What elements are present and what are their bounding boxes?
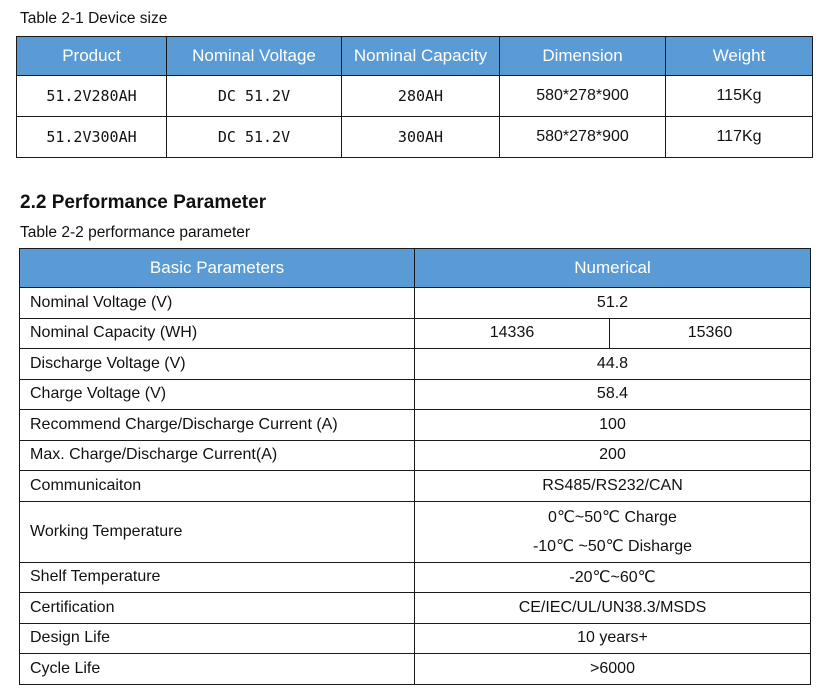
param-value: 200 [415, 440, 811, 471]
param-value-300ah: 15360 [610, 318, 811, 349]
param-value: 51.2 [415, 288, 811, 319]
table-row [20, 410, 811, 441]
table-row [20, 562, 811, 593]
param-value: -20℃~60℃ [415, 562, 811, 593]
param-value: RS485/RS232/CAN [415, 471, 811, 502]
table-row [20, 318, 811, 349]
cell-weight: 115Kg [666, 76, 813, 117]
param-label: Shelf Temperature [20, 562, 415, 593]
table-row [20, 623, 811, 654]
header-dimension: Dimension [500, 37, 666, 76]
header-nominal-capacity: Nominal Capacity [342, 37, 500, 76]
param-label: Nominal Voltage (V) [20, 288, 415, 319]
param-value: 10 years+ [415, 623, 811, 654]
table-row [20, 593, 811, 624]
charge-temperature: 0℃~50℃ Charge [548, 508, 677, 526]
param-label: Max. Charge/Discharge Current(A) [20, 440, 415, 471]
device-size-table [16, 36, 813, 158]
header-product: Product [17, 37, 167, 76]
table-2-1-caption: Table 2-1 Device size [20, 10, 168, 27]
cell-nominal-voltage: DC 51.2V [167, 117, 342, 158]
table-row [17, 76, 813, 117]
table-row [20, 349, 811, 380]
table-row [20, 440, 811, 471]
cell-product: 51.2V280AH [17, 76, 167, 117]
param-value: 44.8 [415, 349, 811, 380]
param-value: 100 [415, 410, 811, 441]
param-label: Charge Voltage (V) [20, 379, 415, 410]
table-row [20, 288, 811, 319]
param-value: CE/IEC/UL/UN38.3/MSDS [415, 593, 811, 624]
param-label: Nominal Capacity (WH) [20, 318, 415, 349]
param-label: Discharge Voltage (V) [20, 349, 415, 380]
param-value: 58.4 [415, 379, 811, 410]
table-2-2-caption: Table 2-2 performance parameter [20, 224, 251, 241]
param-label: Cycle Life [20, 654, 415, 685]
param-label: Recommend Charge/Discharge Current (A) [20, 410, 415, 441]
table-header-row [17, 37, 813, 76]
table-row [20, 379, 811, 410]
cell-nominal-capacity: 300AH [342, 117, 500, 158]
section-title: 2.2 Performance Parameter [20, 192, 267, 213]
param-label: Certification [20, 593, 415, 624]
cell-nominal-capacity: 280AH [342, 76, 500, 117]
cell-product: 51.2V300AH [17, 117, 167, 158]
performance-parameter-table [19, 248, 811, 685]
param-label: Working Temperature [20, 501, 415, 562]
param-label: Design Life [20, 623, 415, 654]
param-value [415, 501, 811, 562]
header-weight: Weight [666, 37, 813, 76]
table-row [20, 501, 811, 562]
header-nominal-voltage: Nominal Voltage [167, 37, 342, 76]
cell-weight: 117Kg [666, 117, 813, 158]
table-row [17, 117, 813, 158]
param-value-280ah: 14336 [415, 318, 610, 349]
table-header-row [20, 249, 811, 288]
param-label: Communicaiton [20, 471, 415, 502]
cell-dimension: 580*278*900 [500, 117, 666, 158]
header-numerical: Numerical [415, 249, 811, 288]
header-basic-parameters: Basic Parameters [20, 249, 415, 288]
cell-nominal-voltage: DC 51.2V [167, 76, 342, 117]
cell-dimension: 580*278*900 [500, 76, 666, 117]
table-row [20, 654, 811, 685]
param-value: >6000 [415, 654, 811, 685]
table-row [20, 471, 811, 502]
discharge-temperature: -10℃ ~50℃ Disharge [532, 537, 693, 555]
